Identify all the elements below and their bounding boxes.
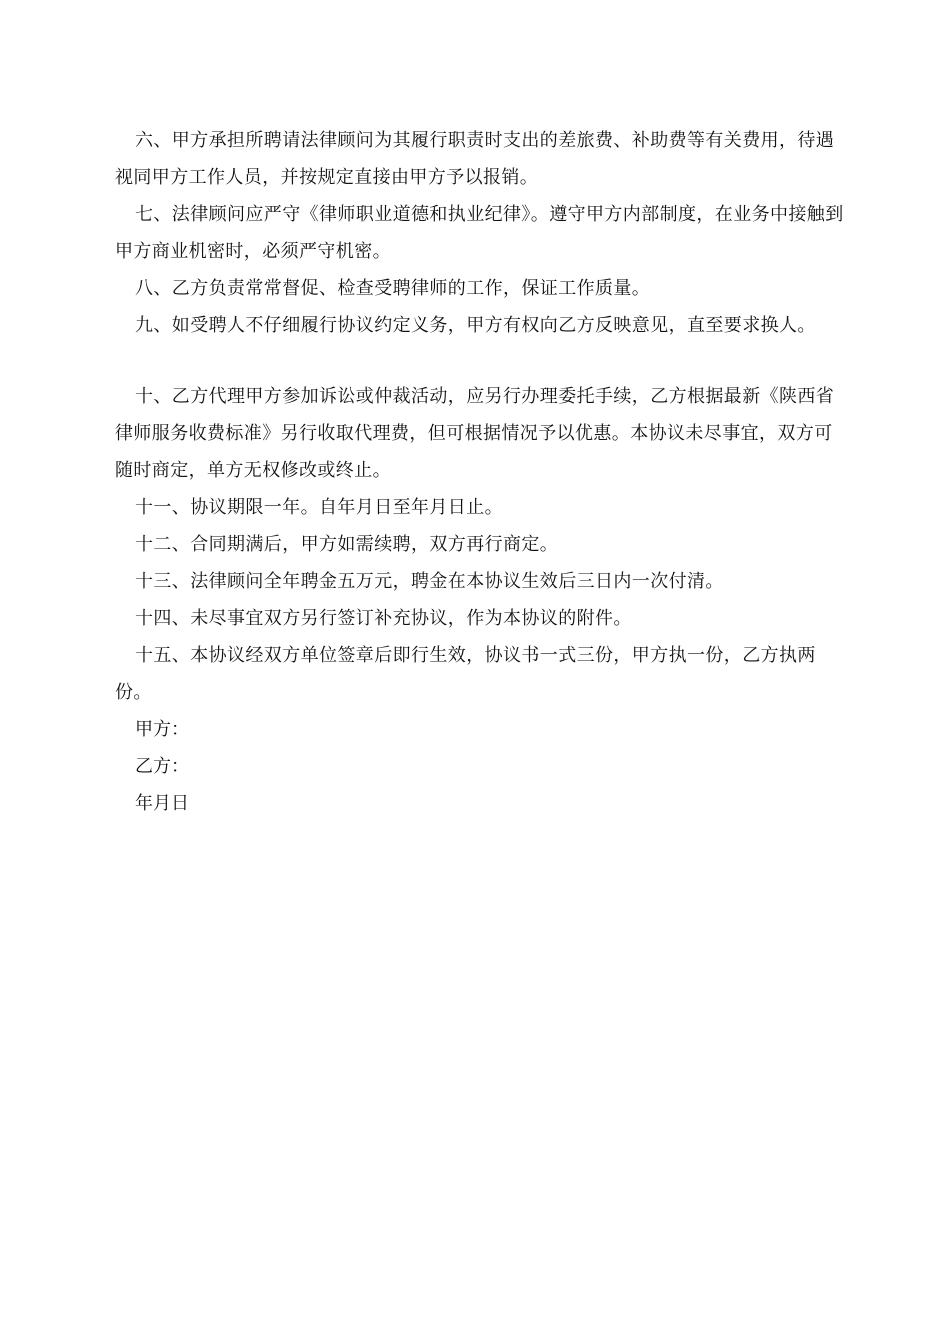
clause-10: 十、乙方代理甲方参加诉讼或仲裁活动，应另行办理委托手续，乙方根据最新《陕西省律师服务收费标准》另行收取代理费，但可根据情况予以优惠。本协议未尽事宜，双方可随时商定，单方无权修改或终止。 (115, 386, 835, 481)
paragraph-gap (115, 344, 845, 378)
party-a-label: 甲方： (135, 719, 189, 740)
signature-date: 年月日 (135, 793, 189, 814)
clause-13: 十三、法律顾问全年聘金五万元，聘金在本协议生效后三日内一次付清。 (135, 571, 724, 592)
party-b-label: 乙方： (135, 756, 189, 777)
clause-6: 六、甲方承担所聘请法律顾问为其履行职责时支出的差旅费、补助费等有关费用，待遇视同甲方工作人员，并按规定直接由甲方予以报销。 (115, 130, 835, 188)
clause-15: 十五、本协议经双方单位签章后即行生效，协议书一式三份，甲方执一份，乙方执两份。 (115, 645, 816, 703)
clause-9: 九、如受聘人不仔细履行协议约定义务，甲方有权向乙方反映意见，直至要求换人。 (135, 315, 816, 336)
clause-7: 七、法律顾问应严守《律师职业道德和执业纪律》。遵守甲方内部制度，在业务中接触到甲方商业机密时，必须严守机密。 (115, 204, 844, 262)
clause-11: 十一、协议期限一年。自年月日至年月日止。 (135, 497, 503, 518)
clause-12: 十二、合同期满后，甲方如需续聘，双方再行商定。 (135, 534, 559, 555)
document-body (115, 122, 845, 822)
clause-14: 十四、未尽事宜双方另行签订补充协议，作为本协议的附件。 (135, 608, 632, 629)
clause-8: 八、乙方负责常常督促、检查受聘律师的工作，保证工作质量。 (135, 278, 651, 299)
